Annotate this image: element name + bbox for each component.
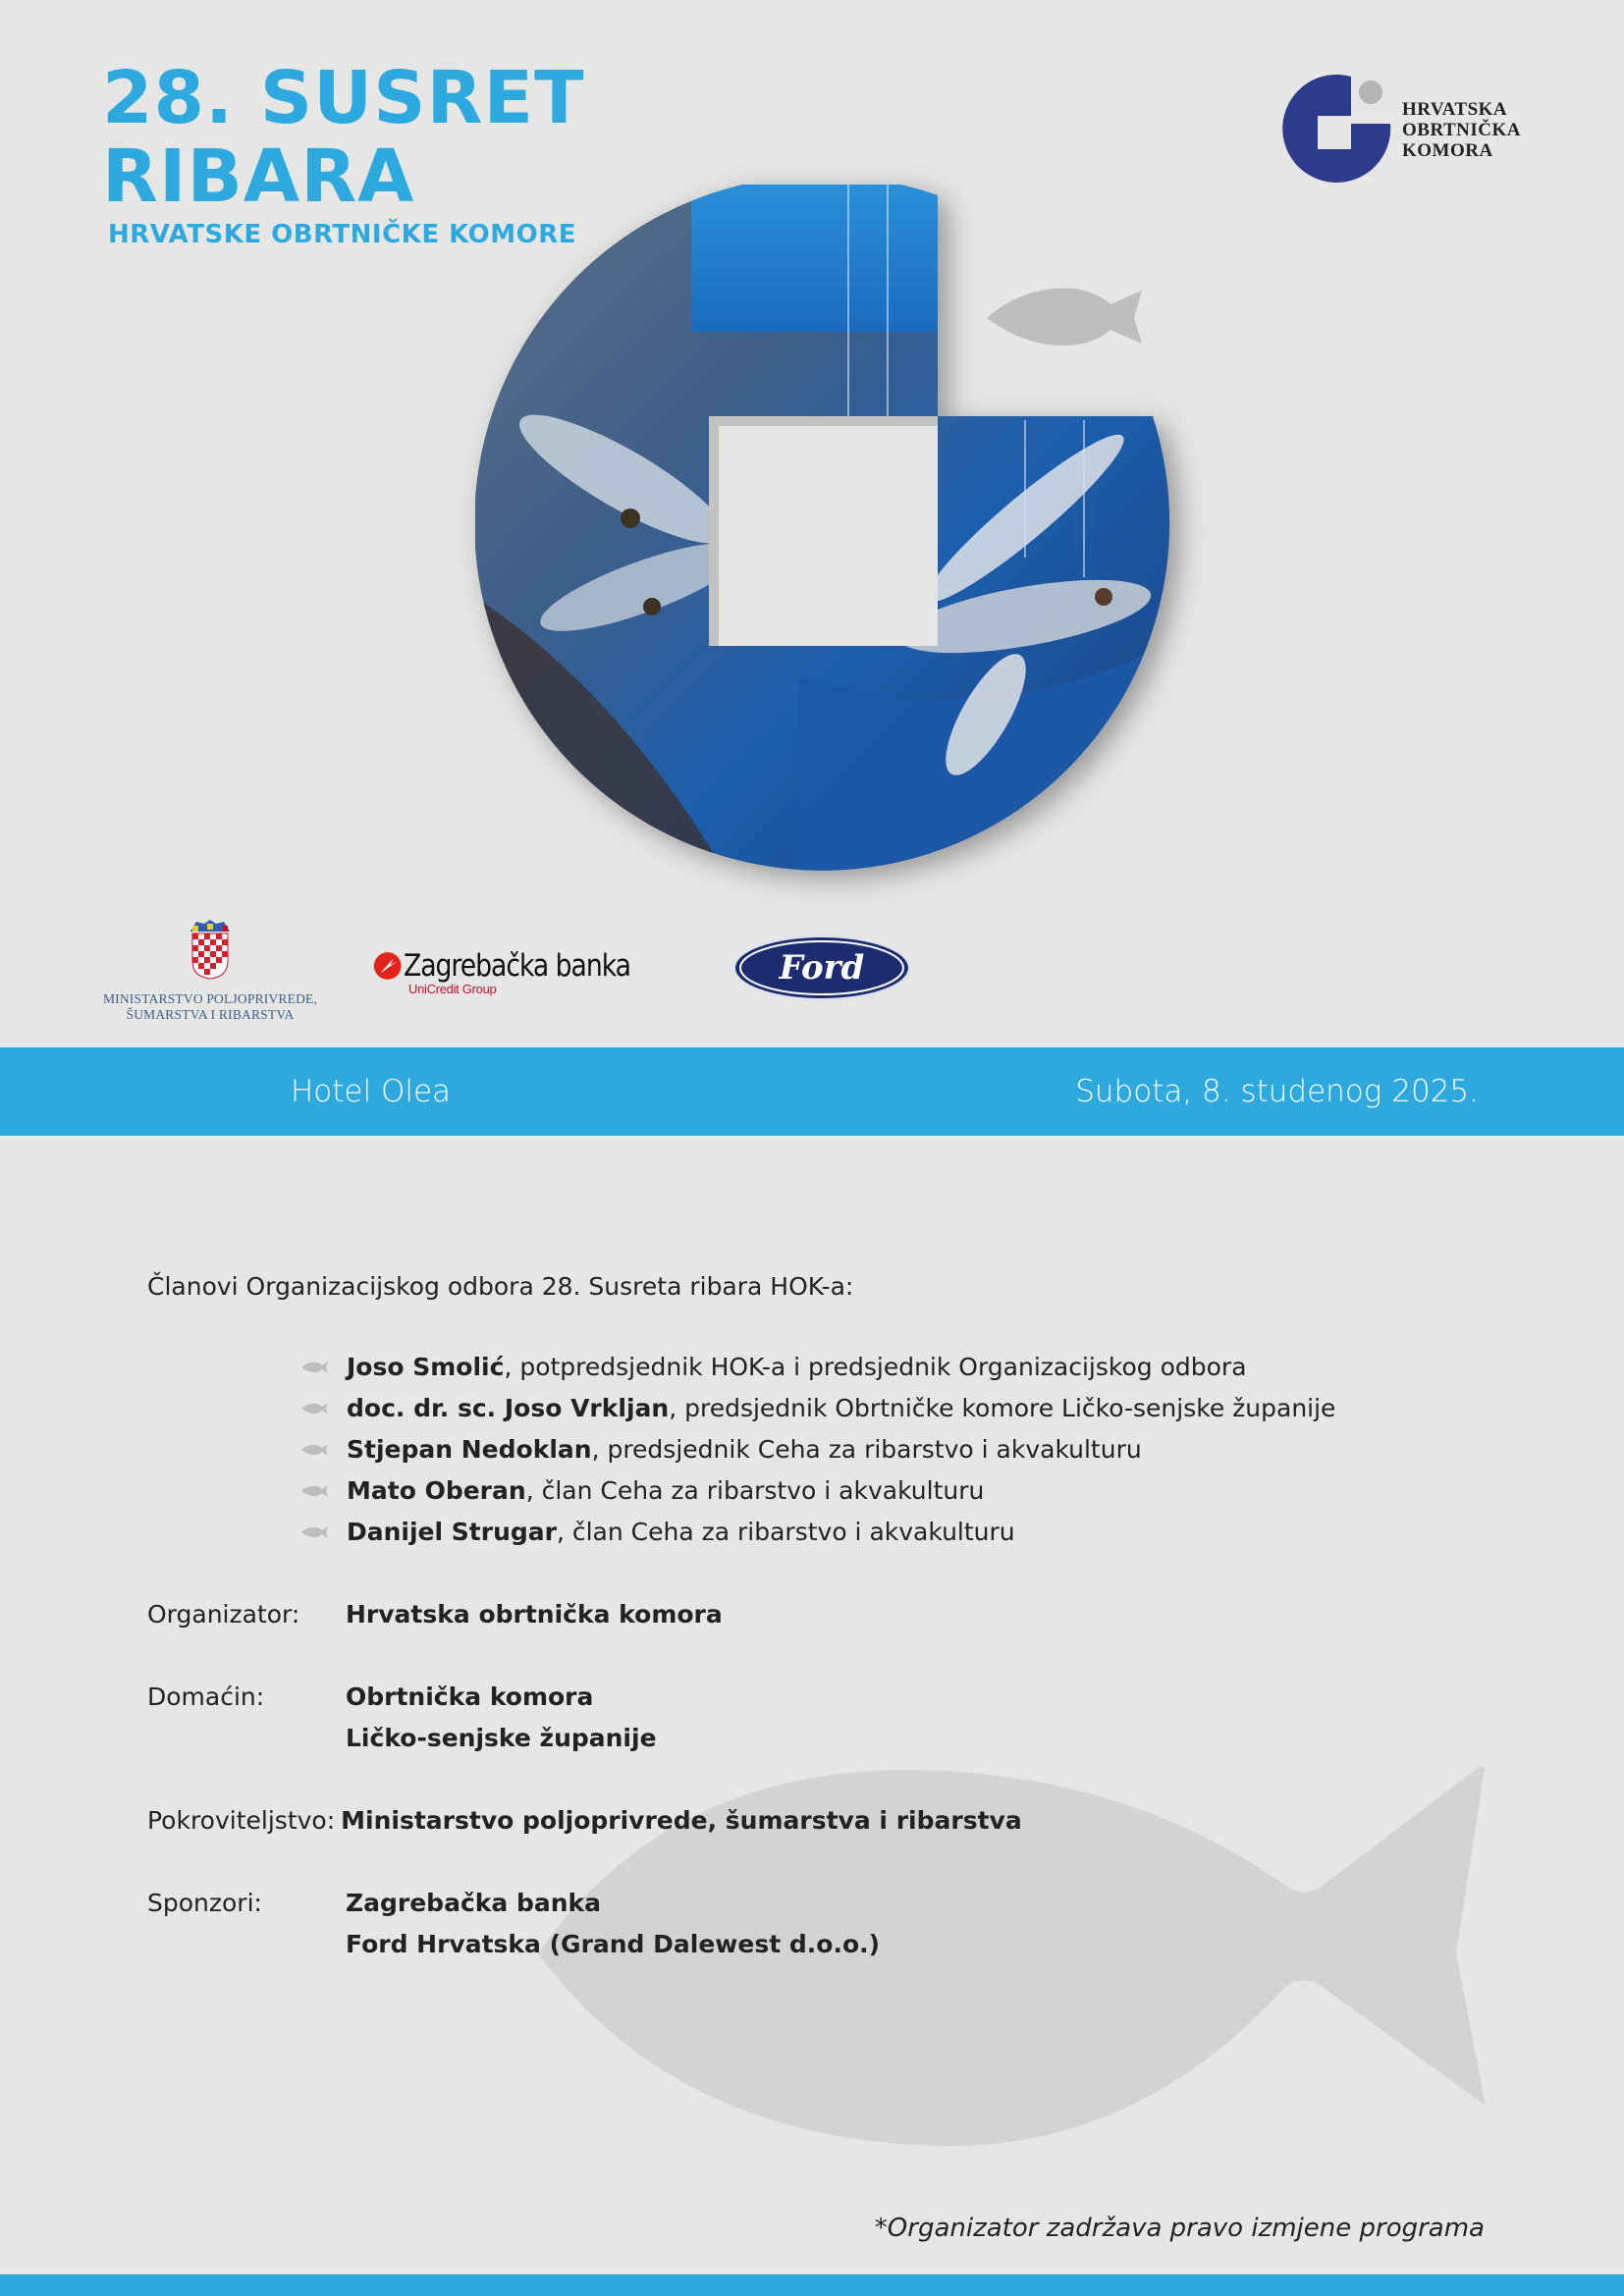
unicredit-mark-icon xyxy=(373,949,402,983)
zagrebacka-banka-logo: Zagrebačka banka UniCredit Group xyxy=(373,948,668,996)
event-title-line2: RIBARA xyxy=(102,134,415,219)
list-item: Joso Smolić, potpredsjednik HOK-a i predsjednik Organizacijskog odbora xyxy=(299,1347,1522,1388)
event-subtitle: HRVATSKE OBRTNIČKE KOMORE xyxy=(108,220,576,249)
footnote: *Organizator zadržava pravo izmjene programa xyxy=(874,2214,1485,2243)
organizer-label: Organizator: xyxy=(147,1600,300,1629)
hok-logo-text: HRVATSKA OBRTNIČKA KOMORA xyxy=(1402,98,1522,161)
sponsors-row xyxy=(147,1883,1522,1965)
list-item: Mato Oberan, član Ceha za ribarstvo i akvakulturu xyxy=(299,1470,1522,1512)
program-content xyxy=(147,1266,1522,2006)
fish-decoration-icon xyxy=(985,283,1144,347)
fish-bullet-icon xyxy=(299,1402,329,1415)
host-row xyxy=(147,1677,1522,1759)
ministry-logo xyxy=(102,918,318,1023)
event-date: Subota, 8. studenog 2025. xyxy=(1075,1074,1479,1109)
event-venue: Hotel Olea xyxy=(291,1074,452,1109)
hok-logo xyxy=(1282,71,1538,188)
host-label: Domaćin: xyxy=(147,1682,265,1711)
sponsors-label: Sponzori: xyxy=(147,1889,262,1917)
ministry-name: MINISTARSTVO POLJOPRIVREDE, ŠUMARSTVA I RIBARSTVA xyxy=(102,991,318,1022)
patronage-value: Ministarstvo poljoprivrede, šumarstva i ribarstva xyxy=(341,1806,1022,1835)
patronage-label: Pokroviteljstvo: xyxy=(147,1806,336,1835)
organizer-row xyxy=(147,1594,1522,1635)
event-title-line1: 28. SUSRET xyxy=(102,56,585,140)
list-item: doc. dr. sc. Joso Vrkljan, predsjednik Obrtničke komore Ličko-senjske županije xyxy=(299,1388,1522,1429)
patronage-row xyxy=(147,1800,1522,1842)
unicredit-group-label: UniCredit Group xyxy=(408,982,497,996)
croatian-coat-of-arms-icon xyxy=(187,918,234,981)
list-item: Stjepan Nedoklan, predsjednik Ceha za ribarstvo i akvakulturu xyxy=(299,1429,1522,1470)
organizer-value: Hrvatska obrtnička komora xyxy=(346,1600,723,1629)
sponsors-value: Zagrebačka banka Ford Hrvatska (Grand Dalewest d.o.o.) xyxy=(346,1889,881,1958)
committee-intro: Članovi Organizacijskog odbora 28. Susreta ribara HOK-a: xyxy=(147,1272,854,1301)
host-value: Obrtnička komora Ličko-senjske županije xyxy=(346,1682,657,1752)
event-info-banner xyxy=(0,1047,1624,1136)
fish-bullet-icon xyxy=(299,1525,329,1539)
fish-bullet-icon xyxy=(299,1484,329,1498)
committee-members-list xyxy=(299,1347,1522,1553)
svg-text:Ford: Ford xyxy=(779,948,865,988)
ford-logo xyxy=(731,933,913,1003)
fish-bullet-icon xyxy=(299,1361,329,1374)
bottom-bar xyxy=(0,2274,1624,2296)
list-item: Danijel Strugar, član Ceha za ribarstvo i akvakulturu xyxy=(299,1512,1522,1553)
hok-emblem-icon xyxy=(1282,75,1392,185)
fish-bullet-icon xyxy=(299,1443,329,1457)
